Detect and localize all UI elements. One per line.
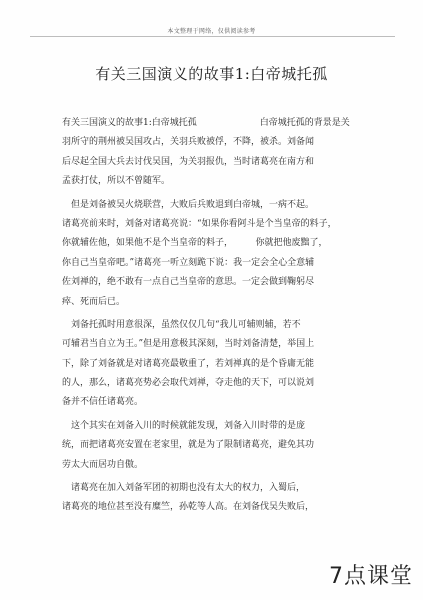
text-line: 后尽起全国大兵去讨伐吴国，为关羽报仇，当时诸葛亮在南方和 [62, 156, 315, 167]
text-line: 这个其实在刘备入川的时候就能发现，刘备入川时带的是庞 [62, 420, 306, 431]
text-line: 瘁、死而后已。 [62, 296, 126, 307]
text-line: 孟获打仗，所以不曾随军。 [62, 176, 171, 187]
watermark-logo: 7点课堂 [329, 564, 413, 589]
document-body [62, 114, 382, 518]
text-line: 诸葛亮的地位甚至没有糜竺，孙乾等人高。在刘备伐吴失败后， [62, 502, 315, 513]
text-line: 羽所守的荆州被吴国攻占，关羽兵败被俘，不降，被杀。刘备闻 [62, 137, 315, 148]
text-line: 的人，那么，诸葛亮势必会取代刘禅，夺走他的天下，可以说刘 [62, 378, 315, 389]
text-line: 诸葛亮前来时，刘备对诸葛亮说：“如果你看阿斗是个当皇帝的料子， [62, 218, 337, 229]
text-line: 你就辅佐他，如果他不是个当皇帝的料子， 你就把他废黜了， [62, 238, 328, 249]
text-line: 劳太大而居功自傲。 [62, 459, 144, 470]
text-line: 刘备托孤时用意很深，虽然仅仅几句“我儿可辅则辅，若不 [62, 319, 301, 330]
text-line: 你自己当皇帝吧。”诸葛亮一听立刻跪下说：我一定会全心全意辅 [62, 257, 315, 268]
text-line: 但是刘备被吴火烧联营，大败后兵败退到白帝城，一病不起。 [62, 199, 315, 210]
text-line: 下，除了刘备就是对诸葛亮最敬重了，若刘禅真的是个昏庸无能 [62, 358, 315, 369]
header-divider [30, 36, 395, 37]
text-line: 统，而把诸葛亮安置在老家里，就是为了限制诸葛亮，避免其功 [62, 440, 315, 451]
text-line: 诸葛亮在加入刘备军团的初期也没有太大的权力，入蜀后， [62, 483, 306, 494]
text-line: 备并不信任诸葛亮。 [62, 397, 144, 408]
text-line: 有关三国演义的故事1:白帝城托孤 白帝城托孤的背景是关 [62, 118, 350, 128]
page-title: 有关三国演义的故事1:白帝城托孤 [95, 65, 328, 83]
text-line: 佐刘禅的，绝不敢有一点自己当皇帝的意思。一定会做到鞠躬尽 [62, 277, 315, 288]
header-note: 本文整理于网络，仅供阅读参考 [167, 28, 256, 35]
text-line: 可辅君当自立为王。”但是用意极其深刻，当时刘备清楚，举国上 [62, 339, 315, 350]
